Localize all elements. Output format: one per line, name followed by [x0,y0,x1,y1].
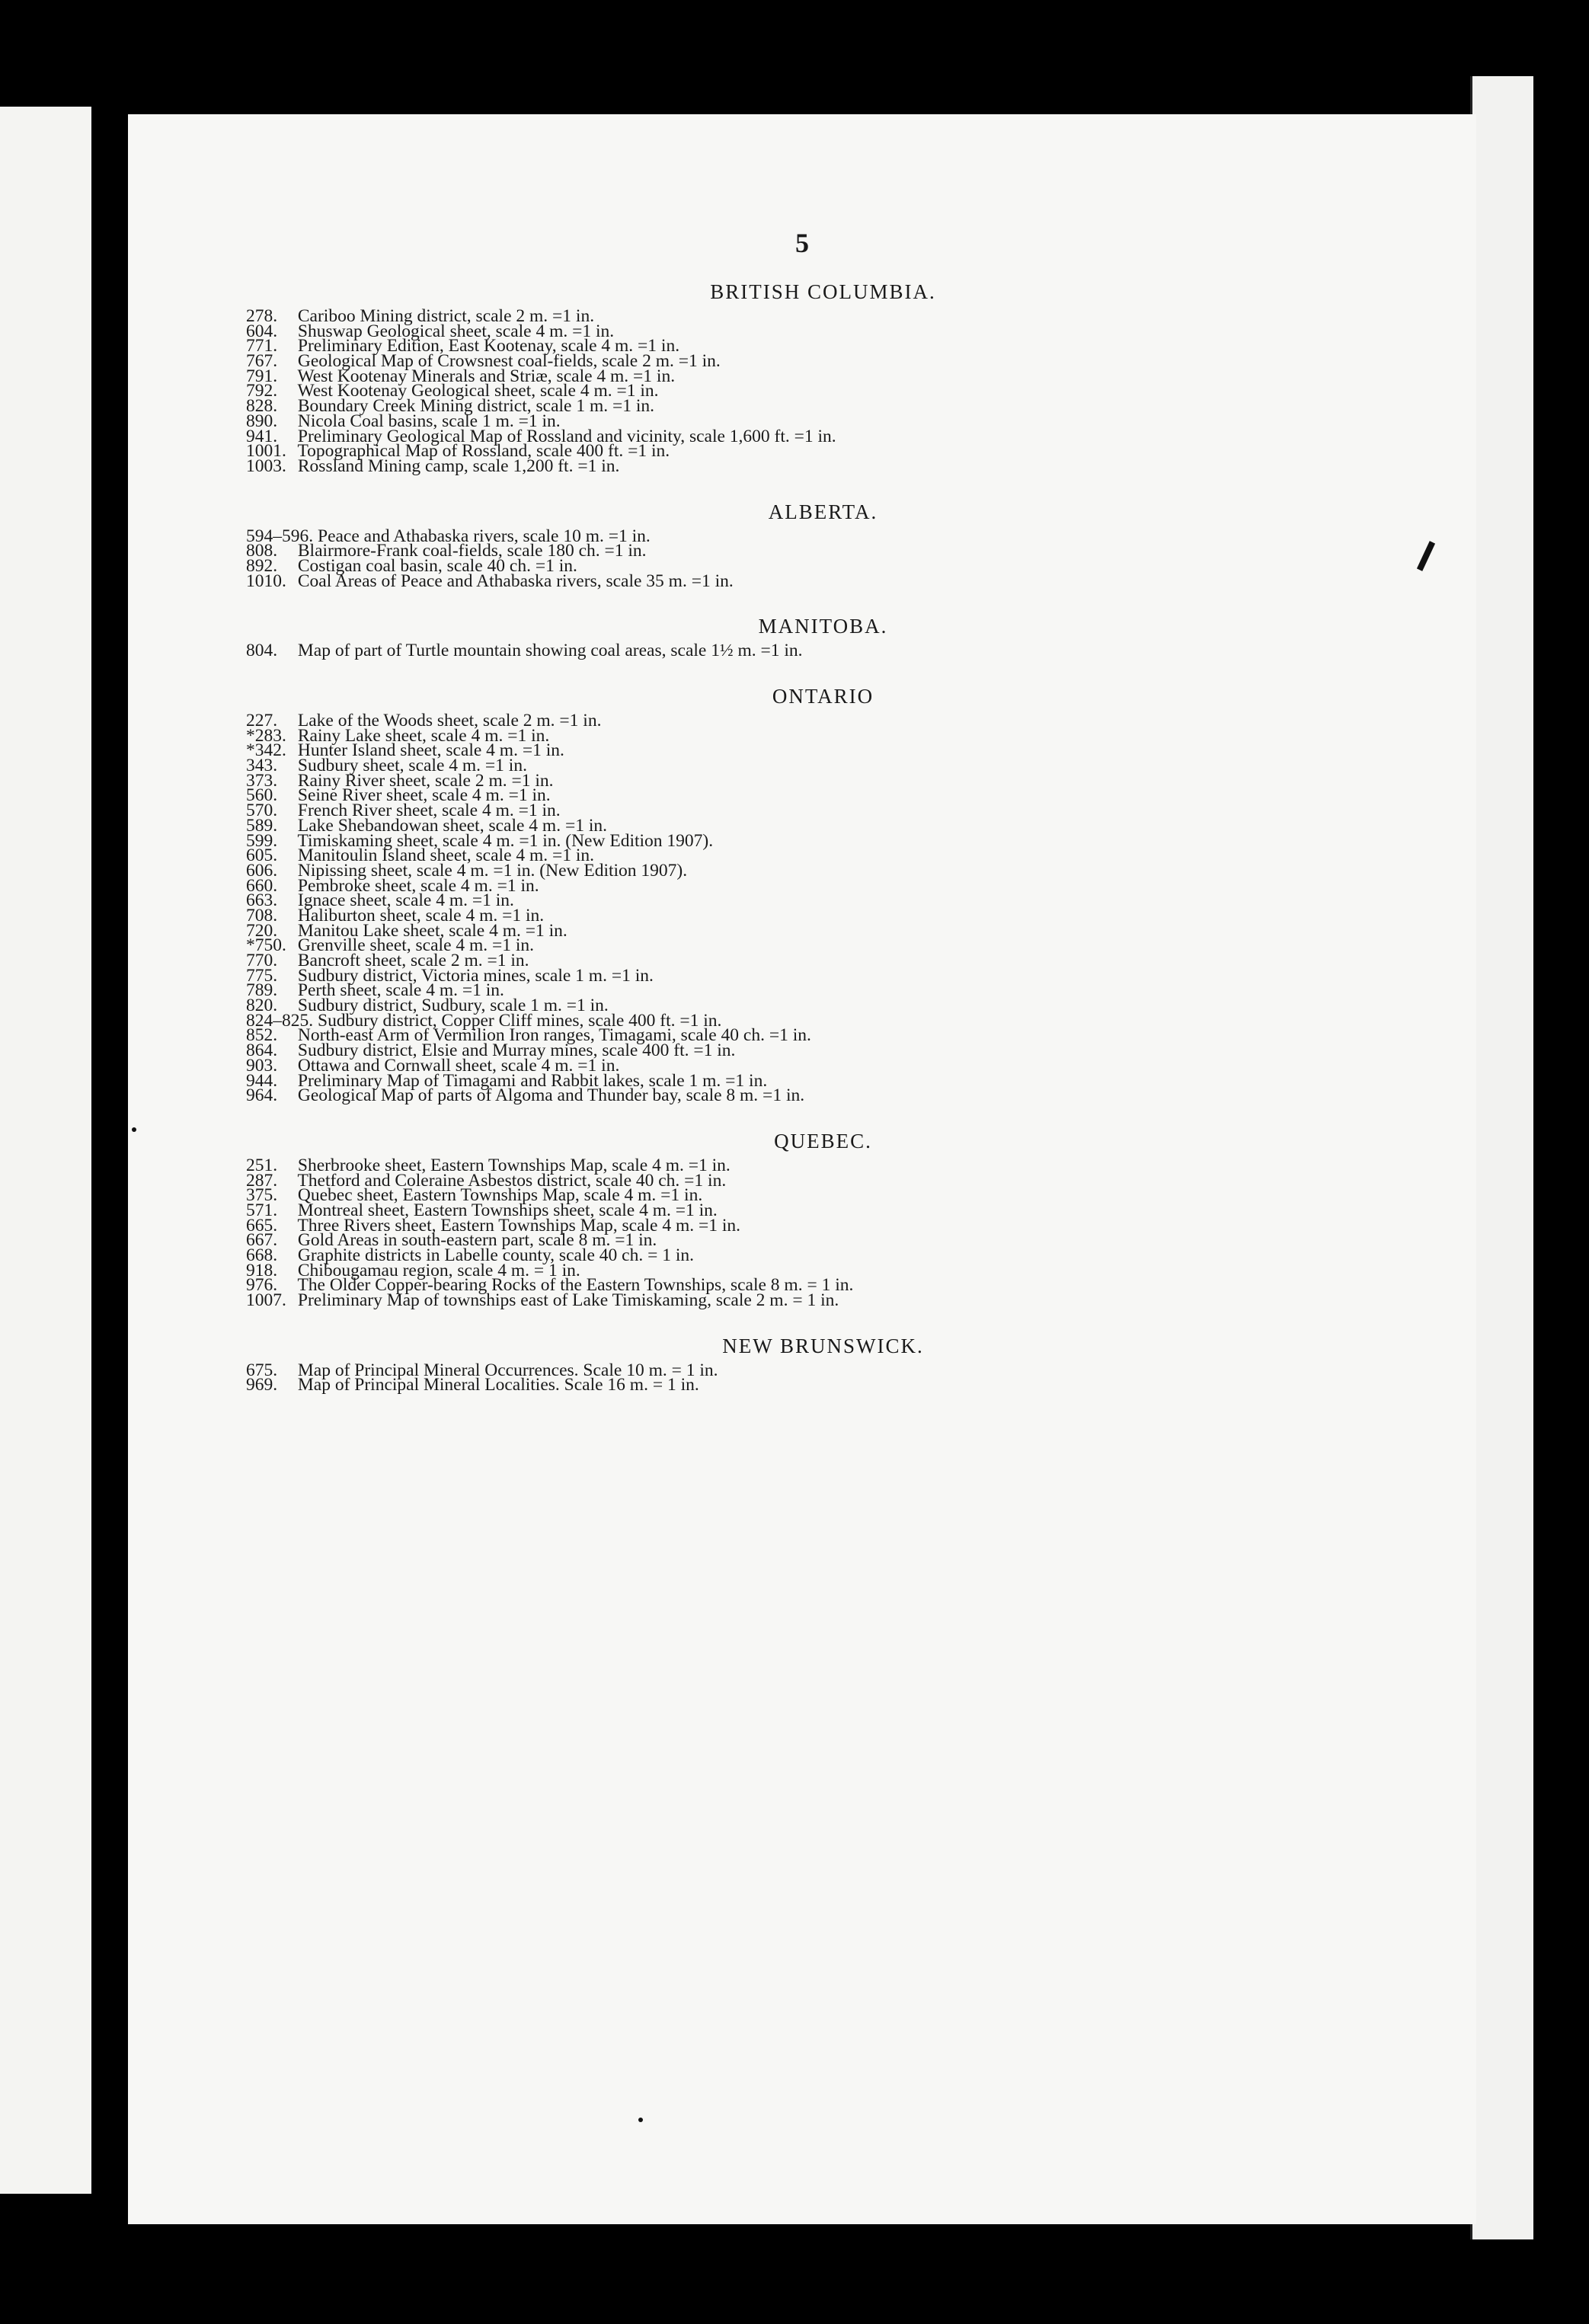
map-description: Haliburton sheet, scale 4 m. =1 in. [297,905,545,925]
page-edge-right [1470,76,1533,2239]
map-description: Lake of the Woods sheet, scale 2 m. =1 in. [297,711,602,730]
map-number: 343. [246,756,278,776]
map-number: 976. [246,1275,278,1296]
map-number: *342. [246,740,286,761]
map-number: 227. [246,711,278,730]
map-number: 820. [246,996,278,1016]
map-number: 918. [246,1260,278,1280]
map-number: 675. [246,1360,278,1380]
map-description: Preliminary Map of townships east of Lake Timiskaming, scale 2 m. = 1 in. [297,1290,839,1311]
map-number: 1001. [246,441,286,462]
ink-mark [1417,541,1435,571]
map-number: 570. [246,801,278,821]
map-description: Peace and Athabaska rivers, scale 10 m. =1 in. [318,526,651,546]
map-description: Preliminary Geological Map of Rossland and vicinity, scale 1,600 ft. =1 in. [297,426,836,446]
map-description: Hunter Island sheet, scale 4 m. =1 in. [297,740,564,761]
section-title: NEW BRUNSWICK. [722,1334,924,1357]
map-number: 1007. [246,1290,286,1311]
map-number: 767. [246,351,278,372]
map-number: 604. [246,321,278,341]
map-number: 864. [246,1041,278,1061]
map-number: 824–825. [246,1010,314,1031]
map-number: 771. [246,336,278,356]
map-description: Ottawa and Cornwall sheet, scale 4 m. =1 in. [297,1055,620,1076]
map-number: 720. [246,920,278,941]
map-description: Sudbury sheet, scale 4 m. =1 in. [297,756,527,776]
map-number: 375. [246,1185,278,1206]
ink-dot [638,2118,643,2122]
map-number: 668. [246,1245,278,1265]
list-item [246,1085,1328,1106]
list-item [246,641,1328,661]
map-description: Costigan coal basin, scale 40 ch. =1 in. [297,555,577,576]
map-number: 789. [246,980,278,1001]
map-number: 560. [246,785,278,806]
map-number: 941. [246,426,278,446]
section-title: ONTARIO [772,685,874,708]
map-description: Seine River sheet, scale 4 m. =1 in. [297,785,551,806]
map-description: Nicola Coal basins, scale 1 m. =1 in. [297,411,561,431]
map-description: French River sheet, scale 4 m. =1 in. [297,801,561,821]
map-number: 708. [246,905,278,925]
map-number: 944. [246,1070,278,1091]
map-description: Shuswap Geological sheet, scale 4 m. =1 in. [297,321,615,341]
map-description: Graphite districts in Labelle county, scale 40 ch. = 1 in. [297,1245,694,1265]
map-number: 791. [246,366,278,386]
map-number: 606. [246,860,278,881]
list-item [246,571,1328,591]
map-description: Geological Map of Crowsnest coal-fields, scale 2 m. =1 in. [297,351,721,372]
section-title: ALBERTA. [768,500,878,523]
map-description: Topographical Map of Rossland, scale 400 ft. =1 in. [297,441,670,462]
map-description: Map of Principal Mineral Localities. Scale 16 m. = 1 in. [297,1375,699,1395]
map-description: Manitoulin Island sheet, scale 4 m. =1 in. [297,846,595,866]
map-number: 373. [246,770,278,791]
map-number: 665. [246,1215,278,1236]
map-description: West Kootenay Geological sheet, scale 4 m. =1 in. [297,381,659,401]
map-description: Chibougamau region, scale 4 m. = 1 in. [297,1260,580,1280]
map-description: Quebec sheet, Eastern Townships Map, scale 4 m. =1 in. [297,1185,703,1206]
map-number: 770. [246,951,278,970]
map-number: 599. [246,830,278,851]
list-item [246,1290,1328,1311]
adjacent-page-left [0,107,91,2194]
map-description: Sherbrooke sheet, Eastern Townships Map, scale 4 m. =1 in. [297,1155,731,1175]
map-number: 1010. [246,571,286,591]
map-description: Lake Shebandowan sheet, scale 4 m. =1 in. [297,815,607,836]
map-number: 969. [246,1375,278,1395]
map-description: Sudbury district, Copper Cliff mines, scale 400 ft. =1 in. [318,1010,722,1031]
map-description: Thetford and Coleraine Asbestos district, scale 40 ch. =1 in. [297,1170,727,1191]
map-description: The Older Copper-bearing Rocks of the Eastern Townships, scale 8 m. = 1 in. [297,1275,854,1296]
map-number: 804. [246,641,278,661]
map-description: Perth sheet, scale 4 m. =1 in. [297,980,504,1001]
map-description: Sudbury district, Victoria mines, scale 1 m. =1 in. [297,965,654,986]
map-number: 808. [246,541,278,561]
list-item [246,1375,1328,1395]
map-number: 964. [246,1085,278,1106]
map-description: Rainy River sheet, scale 2 m. =1 in. [297,770,554,791]
map-description: Nipissing sheet, scale 4 m. =1 in. (New Edition 1907). [297,860,688,881]
map-description: West Kootenay Minerals and Striæ, scale 4 m. =1 in. [297,366,676,386]
map-description: Blairmore-Frank coal-fields, scale 180 ch. =1 in. [297,541,647,561]
section-title: MANITOBA. [758,615,888,638]
map-description: Montreal sheet, Eastern Townships sheet, scale 4 m. =1 in. [297,1200,718,1220]
map-description: Sudbury district, Elsie and Murray mines, scale 400 ft. =1 in. [297,1041,736,1061]
map-number: 792. [246,381,278,401]
map-number: *750. [246,935,286,956]
map-description: Pembroke sheet, scale 4 m. =1 in. [297,875,539,896]
map-description: North-east Arm of Vermilion Iron ranges, Timagami, scale 40 ch. =1 in. [297,1025,811,1046]
map-description: Rossland Mining camp, scale 1,200 ft. =1 in. [297,456,620,476]
map-number: 890. [246,411,278,431]
document-page [128,114,1476,2224]
map-description: Timiskaming sheet, scale 4 m. =1 in. (New Edition 1907). [297,830,714,851]
map-number: 660. [246,875,278,896]
map-number: 903. [246,1055,278,1076]
map-number: 1003. [246,456,286,476]
map-description: Cariboo Mining district, scale 2 m. =1 in. [297,306,595,326]
map-description: Three Rivers sheet, Eastern Townships Map, scale 4 m. =1 in. [297,1215,741,1236]
map-number: 571. [246,1200,278,1220]
map-number: 594–596. [246,526,314,546]
map-description: Rainy Lake sheet, scale 4 m. =1 in. [297,725,550,746]
map-description: Grenville sheet, scale 4 m. =1 in. [297,935,535,956]
list-item [246,456,1328,476]
map-number: 287. [246,1170,278,1191]
map-description: Bancroft sheet, scale 2 m. =1 in. [297,951,529,970]
map-description: Map of Principal Mineral Occurrences. Scale 10 m. = 1 in. [297,1360,718,1380]
map-description: Sudbury district, Sudbury, scale 1 m. =1 in. [297,996,609,1016]
map-description: Ignace sheet, scale 4 m. =1 in. [297,890,514,911]
map-number: 892. [246,555,278,576]
map-description: Coal Areas of Peace and Athabaska rivers, scale 35 m. =1 in. [297,571,734,591]
map-description: Manitou Lake sheet, scale 4 m. =1 in. [297,920,568,941]
map-number: 251. [246,1155,278,1175]
map-number: 828. [246,396,278,417]
map-number: 589. [246,815,278,836]
page-number: 5 [795,228,809,258]
section-title: QUEBEC. [774,1129,872,1152]
map-description: Preliminary Map of Timagami and Rabbit lakes, scale 1 m. =1 in. [297,1070,768,1091]
section-title: BRITISH COLUMBIA. [710,280,936,303]
map-list [246,274,1328,1393]
map-number: 775. [246,965,278,986]
map-number: 605. [246,846,278,866]
map-number: *283. [246,725,286,746]
map-description: Boundary Creek Mining district, scale 1 m. =1 in. [297,396,655,417]
map-description: Map of part of Turtle mountain showing coal areas, scale 1½ m. =1 in. [297,641,803,661]
map-number: 667. [246,1230,278,1251]
map-description: Gold Areas in south-eastern part, scale 8 m. =1 in. [297,1230,657,1251]
map-description: Geological Map of parts of Algoma and Thunder bay, scale 8 m. =1 in. [297,1085,805,1106]
map-number: 663. [246,890,278,911]
map-number: 278. [246,306,278,326]
map-number: 852. [246,1025,278,1046]
map-description: Preliminary Edition, East Kootenay, scale 4 m. =1 in. [297,336,680,356]
ink-dot [132,1127,136,1132]
